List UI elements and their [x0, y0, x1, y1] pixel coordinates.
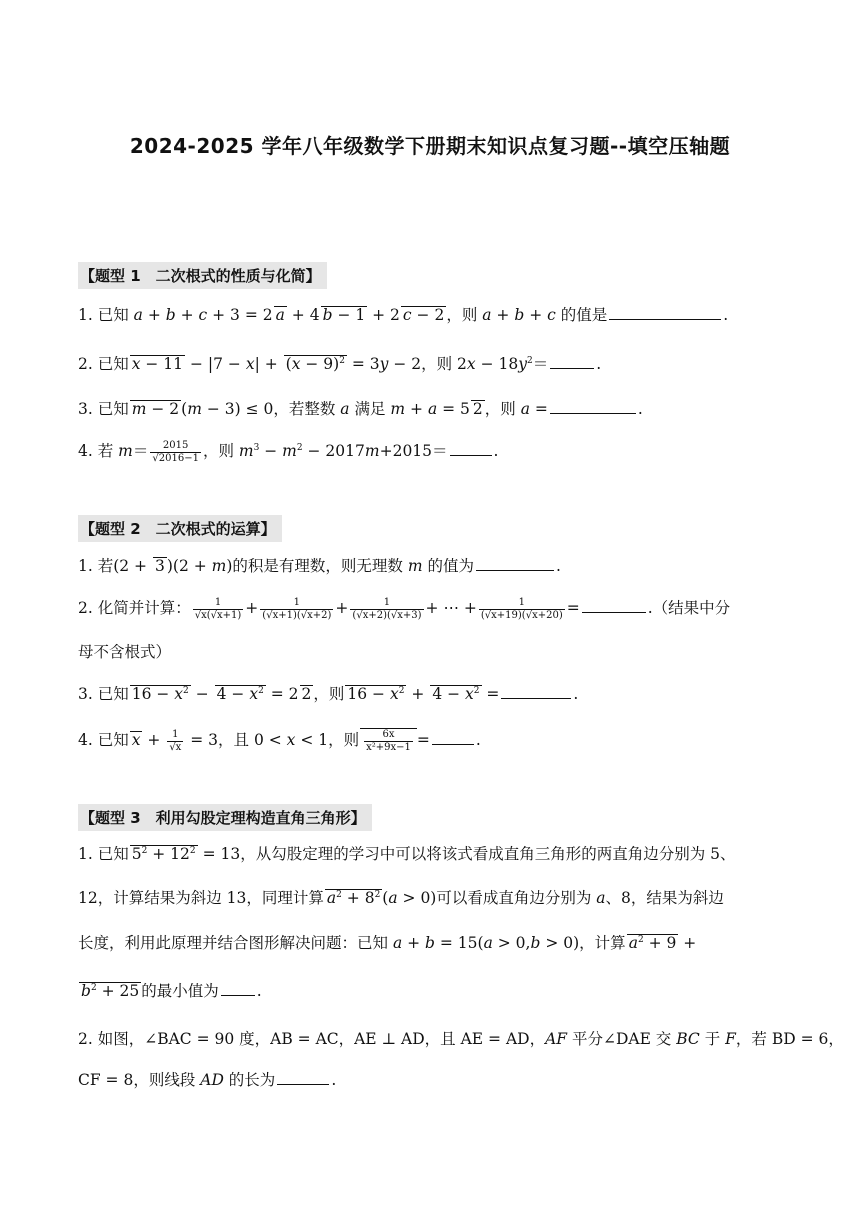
answer-blank[interactable] [476, 569, 554, 571]
answer-blank[interactable] [501, 697, 571, 699]
question-1-1: 1. 已知 a + b + c + 3 = 2 a + 4 b − 1 + 2 c − 2 ，则 a + b + c 的值是 . [78, 306, 729, 324]
question-1-2: 2. 已知 $x - 11 - |7 - x| + (x - 9)^2 = 3y - 2$，则 $2x - 18y^2=$ . [78, 355, 602, 373]
document-title: 2024-2025 学年八年级数学下册期末知识点复习题--填空压轴题 [129, 134, 731, 158]
answer-blank[interactable] [550, 367, 594, 369]
question-3-1-line1: 1. 已知 $5^2 + 12^2 = 13$，从勾股定理的学习中可以将该式看成直角三角形的两直角边分别为 5、 [78, 845, 736, 863]
question-1-3: 3. 已知 m − 2 (m − 3) ≤ 0，若整数 a 满足 m + a = 5 2 ，则 a = . [78, 400, 643, 418]
section-header-3: 【题型 3 利用勾股定理构造直角三角形】 [78, 804, 372, 831]
question-2-2-note: 母不含根式） [78, 643, 172, 661]
question-2-2: 2. 化简并计算： $\frac{1}{√x(√x+1)}$ + $\frac{1}{(√x+1)(√x+2)}$ + $\frac{1}{(√x+2)(√x+3)}$ + ⋯ + $\frac{1}{(√x+19)(√x+20)}$ = .（结果中分 [78, 597, 731, 621]
question-text: 4. 已知 x + $\frac{1}{√x}$ = 3，且 0 < x < 1，则 $\frac{6x}{\text{x²+9x−1}}$ = [78, 729, 430, 753]
answer-blank[interactable] [221, 994, 255, 996]
section-header-2: 【题型 2 二次根式的运算】 [78, 515, 282, 542]
question-3-1-line3: 长度，利用此原理并结合图形解决问题：已知 a + b = 15(a > 0,b > 0)，计算 $a^2 + 9$ + [78, 934, 697, 952]
answer-blank[interactable] [432, 743, 474, 745]
question-text: 1. 已知 a + b + c + 3 = 2 a + 4 b − 1 + 2 c − 2 ，则 a + b + c 的值是 [78, 306, 608, 324]
question-3-2-line2: CF = 8，则线段 AD 的长为 . [78, 1071, 337, 1089]
question-text: 3. 已知 $16 - x^2 - 4 - x^2 = 2$ 2 ，则 $16 - x^2 + 4 - x^2$ = [78, 685, 500, 703]
answer-blank[interactable] [582, 611, 646, 613]
question-text: 3. 已知 m − 2 (m − 3) ≤ 0，若整数 a 满足 m + a = 5 2 ，则 a = [78, 400, 548, 418]
question-text: 2. 已知 $x - 11 - |7 - x| + (x - 9)^2 = 3y - 2$，则 $2x - 18y^2=$ [78, 355, 549, 373]
question-2-1: 1. 若(2 + 3 )(2 + m)的积是有理数，则无理数 m 的值为 . [78, 557, 561, 575]
answer-blank[interactable] [550, 412, 636, 414]
question-1-4: 4. 若 m＝ $\frac{2015}{√2016-1}$ ，则 $m^3 - m^2 - 2017m+2015=$ . [78, 440, 499, 464]
section-header-1: 【题型 1 二次根式的性质与化简】 [78, 262, 327, 289]
question-2-4: 4. 已知 x + $\frac{1}{√x}$ = 3，且 0 < x < 1，则 $\frac{6x}{\text{x²+9x−1}}$ = . [78, 729, 481, 753]
question-text: 2. 化简并计算： $\frac{1}{√x(√x+1)}$ + $\frac{1}{(√x+1)(√x+2)}$ + $\frac{1}{(√x+2)(√x+3)}$ + ⋯ + $\frac{1}{(√x+19)(√x+20)}$ = [78, 597, 580, 621]
answer-blank[interactable] [450, 454, 492, 456]
question-2-3: 3. 已知 $16 - x^2 - 4 - x^2 = 2$ 2 ，则 $16 - x^2 + 4 - x^2$ = . [78, 685, 579, 703]
answer-blank[interactable] [609, 318, 721, 320]
answer-blank[interactable] [277, 1083, 329, 1085]
question-note: （结果中分 [652, 599, 731, 617]
question-3-1-line4: $b^2 + 25$ 的最小值为 . [81, 982, 262, 1000]
question-3-2-line1: 2. 如图，∠BAC = 90 度，AB = AC，AE ⊥ AD，且 AE = AD，AF 平分∠DAE 交 BC 于 F，若 BD = 6， [78, 1030, 844, 1048]
question-3-1-line2: 12，计算结果为斜边 13，同理计算 $a^2 + 8^2$ (a > 0)可以看成直角边分别为 a、8，结果为斜边 [78, 889, 724, 907]
question-text: 1. 若(2 + 3 )(2 + m)的积是有理数，则无理数 m 的值为 [78, 557, 474, 575]
question-text: 4. 若 m＝ $\frac{2015}{√2016-1}$ ，则 $m^3 - m^2 - 2017m+2015=$ [78, 440, 448, 464]
